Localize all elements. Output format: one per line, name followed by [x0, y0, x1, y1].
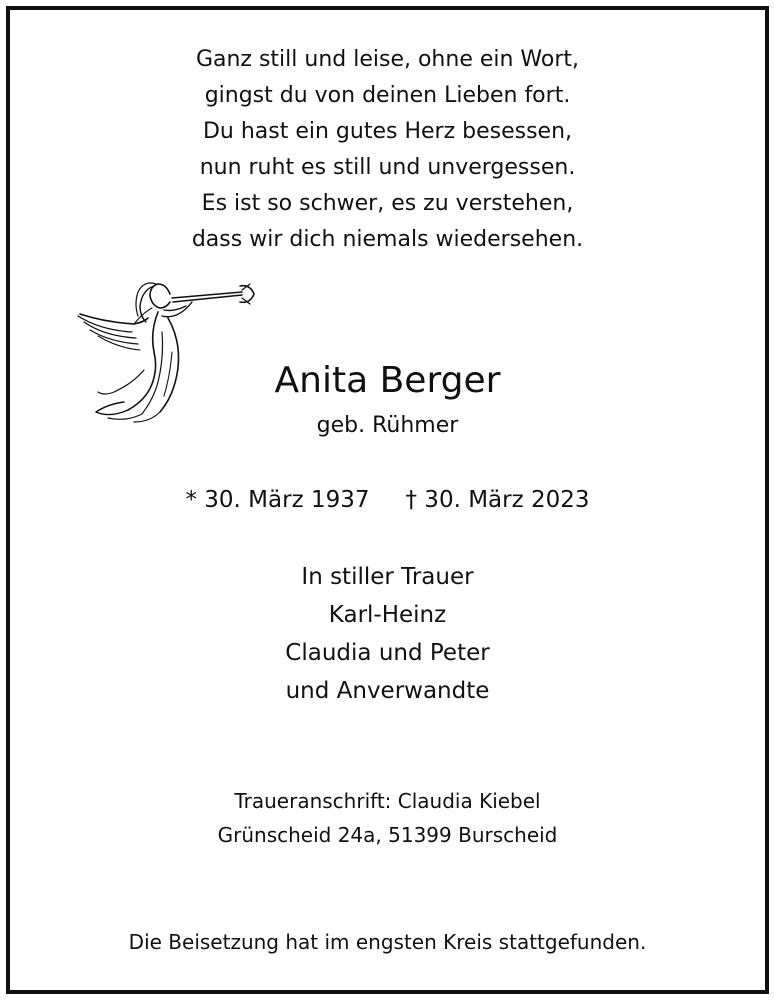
mourner-line: und Anverwandte	[285, 678, 490, 704]
poem-line: dass wir dich niemals wiedersehen.	[191, 227, 584, 252]
birth-date: * 30. März 1937	[185, 487, 370, 513]
burial-note: Die Beisetzung hat im engsten Kreis stattgefunden.	[128, 930, 647, 954]
mourner-line: In stiller Trauer	[301, 564, 474, 590]
mourners	[0, 558, 775, 710]
poem-line: Ganz still und leise, ohne ein Wort,	[195, 47, 580, 72]
poem-line: gingst du von deinen Lieben fort.	[204, 83, 571, 108]
address-line: Traueranschrift: Claudia Kiebel	[234, 789, 541, 813]
maiden-name: geb. Rühmer	[316, 413, 459, 438]
mourning-address	[0, 784, 775, 852]
poem-line: Es ist so schwer, es zu verstehen,	[201, 191, 574, 216]
mourner-line: Karl-Heinz	[328, 602, 447, 628]
deceased-name: Anita Berger	[274, 360, 501, 401]
poem	[0, 42, 775, 258]
address-line: Grünscheid 24a, 51399 Burscheid	[217, 823, 558, 847]
poem-line: Du hast ein gutes Herz besessen,	[202, 119, 573, 144]
life-dates	[0, 482, 775, 518]
poem-line: nun ruht es still und unvergessen.	[199, 155, 576, 180]
death-date: † 30. März 2023	[405, 487, 590, 513]
mourner-line: Claudia und Peter	[285, 640, 490, 666]
